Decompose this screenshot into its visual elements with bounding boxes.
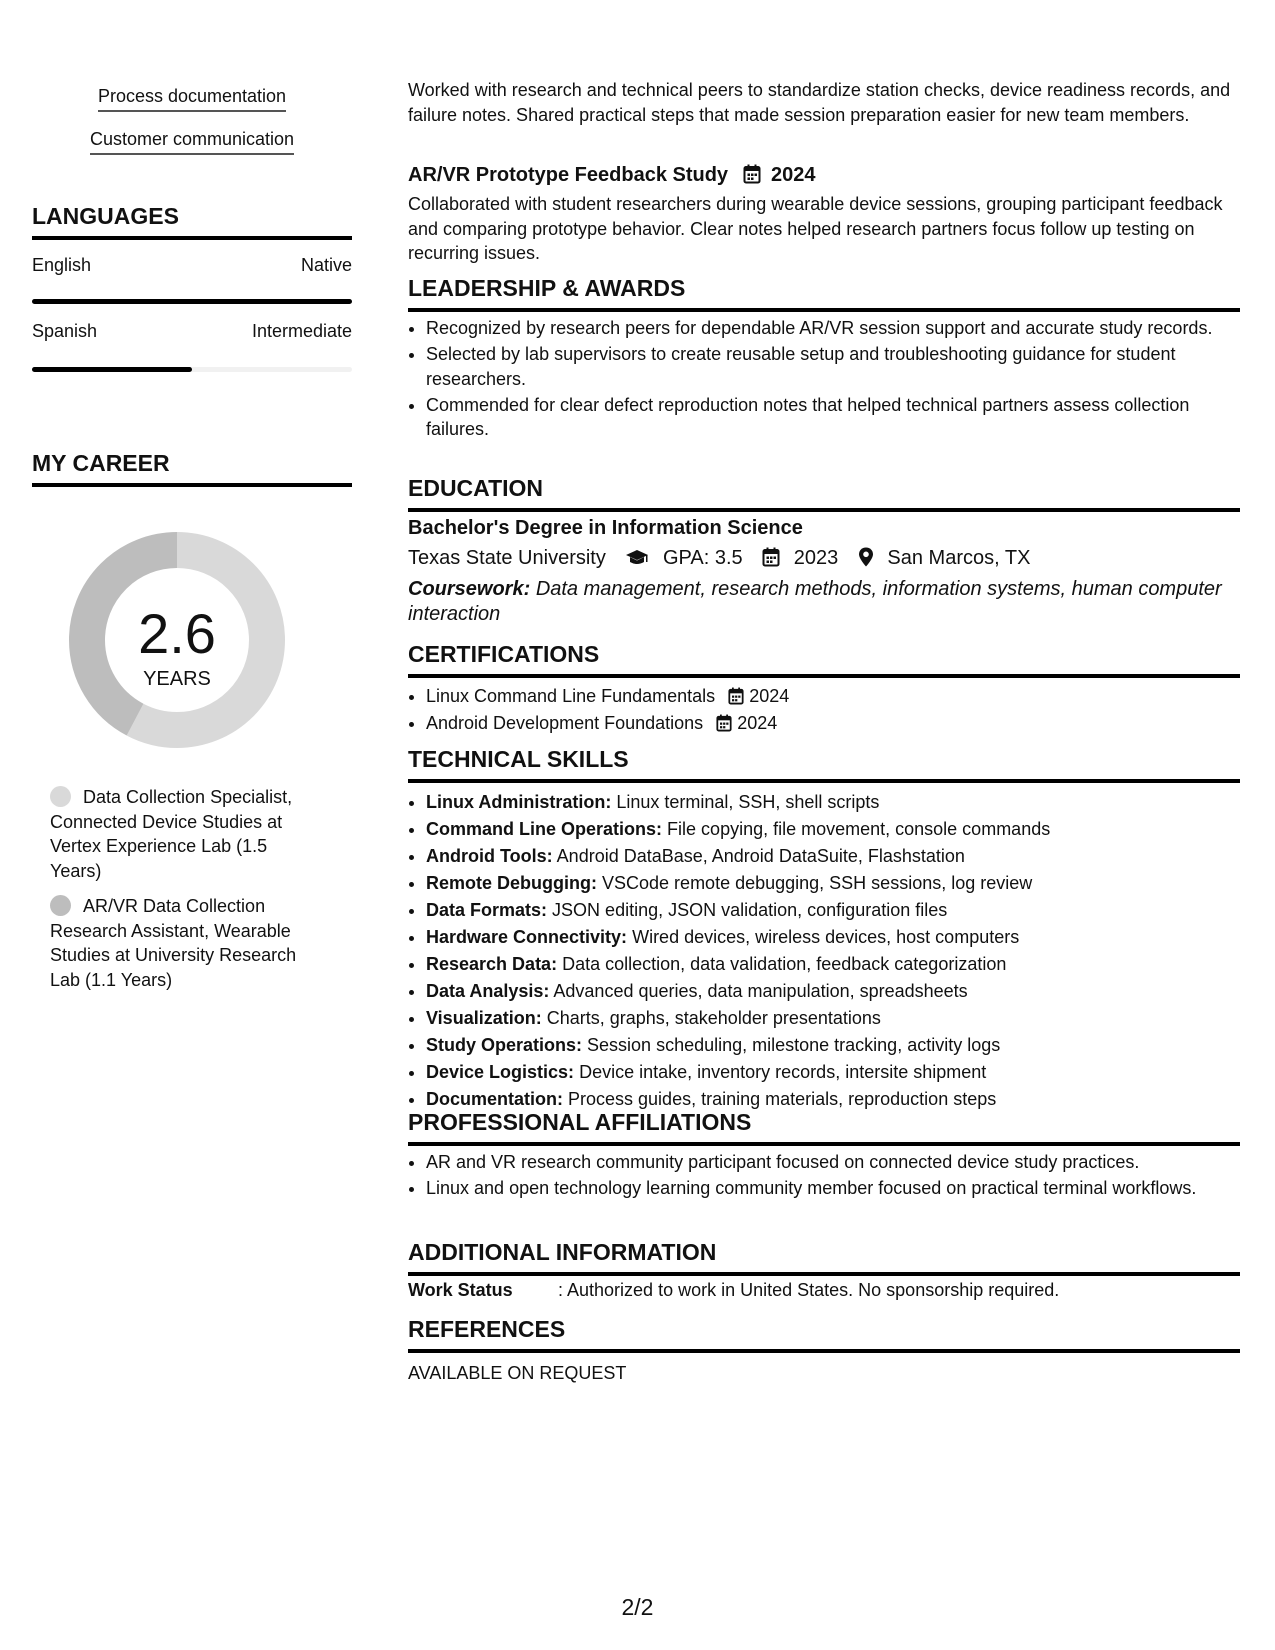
skill-value: Data collection, data validation, feedback categorization bbox=[562, 954, 1007, 974]
language-row bbox=[32, 321, 352, 345]
education-meta bbox=[408, 547, 1240, 573]
certification-name: Linux Command Line Fundamentals bbox=[426, 686, 716, 706]
skill-value: Android DataBase, Android DataSuite, Flashstation bbox=[556, 846, 965, 866]
list-item: • Commended for clear defect reproduction notes that helped technical partners assess collection failures. bbox=[426, 393, 1240, 442]
skill-item bbox=[426, 1005, 1240, 1032]
career-total: 2.6 bbox=[138, 602, 216, 665]
location: San Marcos, TX bbox=[887, 547, 1031, 569]
career-legend-text: AR/VR Data Collection Research Assistant, Wearable Studies at University Research Lab (1.1 Years) bbox=[50, 896, 297, 990]
leadership-list bbox=[408, 316, 1240, 443]
skill-tag-label: Process documentation bbox=[98, 86, 286, 112]
skill-item bbox=[426, 1032, 1240, 1059]
legend-dot bbox=[50, 786, 71, 807]
skill-item bbox=[426, 978, 1240, 1005]
additional-info-heading: ADDITIONAL INFORMATION bbox=[408, 1239, 1240, 1276]
sidebar bbox=[32, 0, 352, 1650]
skill-item bbox=[426, 816, 1240, 843]
project-header bbox=[408, 164, 1240, 189]
skill-label: Device Logistics: bbox=[426, 1062, 575, 1082]
skill-value: Linux terminal, SSH, shell scripts bbox=[616, 792, 880, 812]
skill-item bbox=[426, 843, 1240, 870]
career-donut-chart bbox=[62, 525, 292, 755]
career-heading: MY CAREER bbox=[32, 450, 352, 487]
gpa: GPA: 3.5 bbox=[662, 547, 743, 569]
skill-label: Remote Debugging: bbox=[426, 873, 597, 893]
list-item: • AR and VR research community participant focused on connected device study practices. bbox=[426, 1150, 1240, 1175]
skill-value: Wired devices, wireless devices, host computers bbox=[632, 927, 1020, 947]
language-level: Intermediate bbox=[251, 321, 352, 341]
calendar-icon bbox=[716, 713, 732, 740]
language-bar bbox=[32, 299, 352, 304]
skill-value: JSON editing, JSON validation, configuration files bbox=[552, 900, 948, 920]
skill-label: Visualization: bbox=[426, 1008, 542, 1028]
skill-label: Study Operations: bbox=[426, 1035, 583, 1055]
language-level: Native bbox=[300, 255, 352, 275]
work-status-label: Work Status bbox=[408, 1280, 513, 1300]
technical-skills-list bbox=[408, 789, 1240, 1113]
career-legend-text: Data Collection Specialist, Connected Device Studies at Vertex Experience Lab (1.5 Years) bbox=[50, 787, 293, 881]
coursework-text: Data management, research methods, information systems, human computer interaction bbox=[408, 578, 1222, 625]
project-description: Collaborated with student researchers during wearable device sessions, grouping participant feedback and comparing prototype behavior. Clear notes helped research partners focus follow up testing on recurring issues. bbox=[408, 194, 1223, 263]
certification-name: Android Development Foundations bbox=[426, 713, 704, 733]
language-bar-fill bbox=[32, 367, 192, 372]
work-status-value: : Authorized to work in United States. No sponsorship required. bbox=[558, 1280, 1060, 1300]
project-title: AR/VR Prototype Feedback Study bbox=[408, 164, 729, 186]
skill-value: Session scheduling, milestone tracking, activity logs bbox=[587, 1035, 1001, 1055]
certifications-heading: CERTIFICATIONS bbox=[408, 641, 1240, 678]
skill-label: Command Line Operations: bbox=[426, 819, 663, 839]
affiliations-heading: PROFESSIONAL AFFILIATIONS bbox=[408, 1109, 1240, 1146]
certification-item bbox=[426, 683, 1240, 710]
leadership-heading: LEADERSHIP & AWARDS bbox=[408, 275, 1240, 312]
affiliations-list bbox=[408, 1150, 1240, 1202]
skill-value: Charts, graphs, stakeholder presentations bbox=[546, 1008, 881, 1028]
graduation-cap-icon bbox=[625, 549, 649, 573]
language-bar bbox=[32, 367, 352, 372]
project-year: 2024 bbox=[770, 164, 816, 186]
skill-item bbox=[426, 924, 1240, 951]
coursework-label: Coursework: bbox=[408, 578, 531, 600]
calendar-icon bbox=[743, 164, 761, 189]
skill-value: Device intake, inventory records, intersite shipment bbox=[579, 1062, 987, 1082]
school-name: Texas State University bbox=[408, 547, 606, 569]
technical-skills-heading: TECHNICAL SKILLS bbox=[408, 746, 1240, 783]
list-item: • Recognized by research peers for dependable AR/VR session support and accurate study records. bbox=[426, 316, 1240, 341]
language-name: English bbox=[32, 255, 92, 275]
skill-label: Hardware Connectivity: bbox=[426, 927, 628, 947]
skill-label: Data Analysis: bbox=[426, 981, 550, 1001]
certification-year: 2024 bbox=[749, 686, 790, 706]
skill-value: File copying, file movement, console commands bbox=[667, 819, 1051, 839]
skill-value: VSCode remote debugging, SSH sessions, log review bbox=[602, 873, 1033, 893]
skill-tag bbox=[32, 129, 352, 155]
list-item: • Linux and open technology learning community member focused on practical terminal workflows. bbox=[426, 1176, 1240, 1201]
skill-item bbox=[426, 870, 1240, 897]
career-legend-item bbox=[50, 785, 320, 883]
skill-label: Research Data: bbox=[426, 954, 558, 974]
graduation-year: 2023 bbox=[793, 547, 839, 569]
legend-dot bbox=[50, 895, 71, 916]
career-unit: YEARS bbox=[143, 668, 211, 690]
list-item: • Selected by lab supervisors to create reusable setup and troubleshooting guidance for student researchers. bbox=[426, 342, 1240, 391]
languages-heading: LANGUAGES bbox=[32, 203, 352, 240]
work-status-row bbox=[408, 1280, 1240, 1306]
coursework bbox=[408, 577, 1240, 626]
skill-item bbox=[426, 951, 1240, 978]
skill-label: Data Formats: bbox=[426, 900, 548, 920]
skill-tag-label: Customer communication bbox=[90, 129, 294, 155]
degree-title: Bachelor's Degree in Information Science bbox=[408, 517, 803, 539]
references-text: AVAILABLE ON REQUEST bbox=[408, 1363, 627, 1383]
references-heading: REFERENCES bbox=[408, 1316, 1240, 1353]
skill-value: Advanced queries, data manipulation, spreadsheets bbox=[553, 981, 968, 1001]
skill-tag bbox=[32, 86, 352, 112]
calendar-icon bbox=[762, 547, 780, 573]
skill-value: Process guides, training materials, reproduction steps bbox=[568, 1089, 997, 1109]
page-number: 2/2 bbox=[621, 1594, 654, 1620]
skill-item bbox=[426, 789, 1240, 816]
certification-year: 2024 bbox=[737, 713, 778, 733]
skill-label: Linux Administration: bbox=[426, 792, 612, 812]
skill-label: Documentation: bbox=[426, 1089, 563, 1109]
certifications-list bbox=[408, 683, 1240, 737]
skill-item bbox=[426, 1059, 1240, 1086]
skill-label: Android Tools: bbox=[426, 846, 553, 866]
career-legend-item bbox=[50, 894, 320, 992]
certification-item bbox=[426, 710, 1240, 737]
intro-paragraph: Worked with research and technical peers to standardize station checks, device readiness records, and failure notes. Shared practical steps that made session preparation easier for new team members. bbox=[408, 80, 1231, 125]
skill-item bbox=[426, 897, 1240, 924]
language-name: Spanish bbox=[32, 321, 98, 341]
education-heading: EDUCATION bbox=[408, 475, 1240, 512]
language-row bbox=[32, 255, 352, 279]
language-bar-fill bbox=[32, 299, 352, 304]
calendar-icon bbox=[728, 686, 744, 713]
map-pin-icon bbox=[858, 547, 874, 573]
main-content bbox=[408, 0, 1240, 1650]
